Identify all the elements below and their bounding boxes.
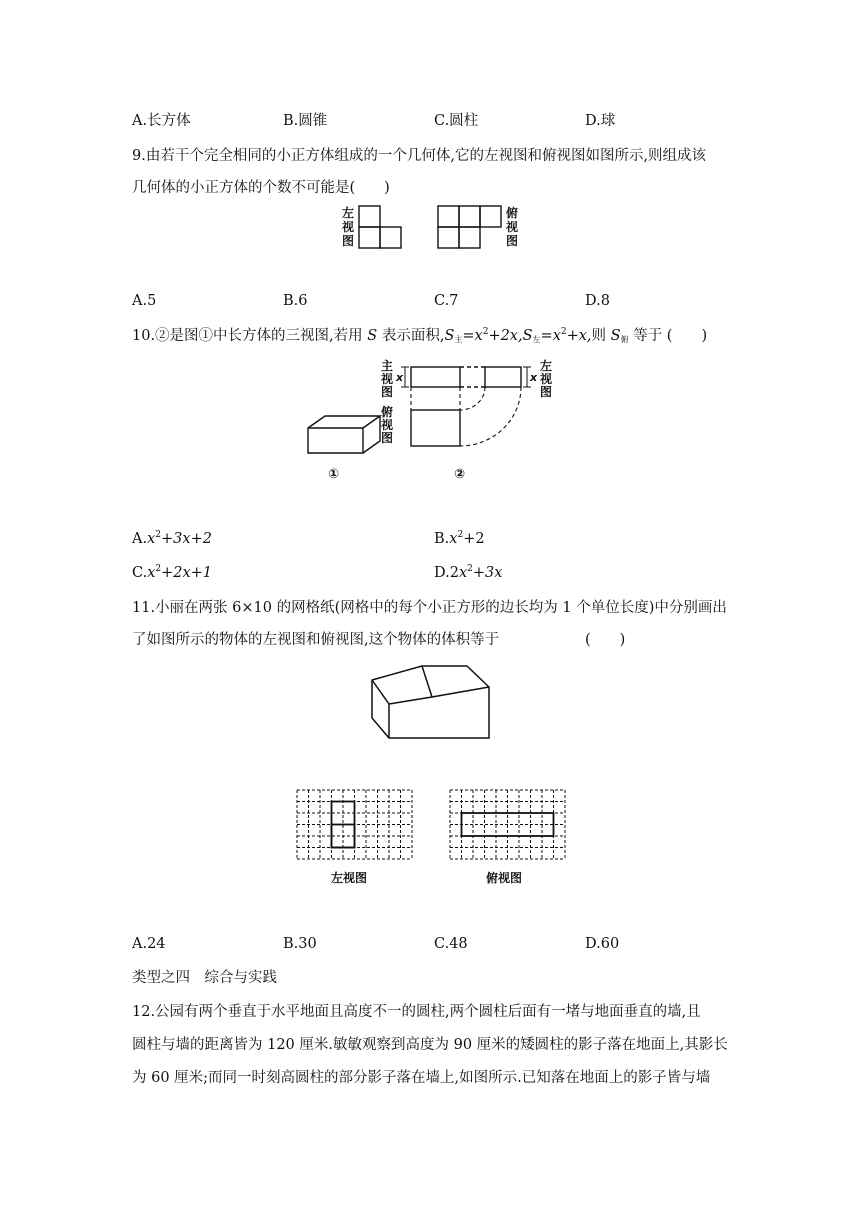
q9-top-label-1: 俯: [506, 206, 519, 220]
q11-left-view-grid: [295, 788, 415, 863]
q9-figure: [0, 200, 860, 260]
q11-stem-line1: 11.小丽在两张 6×10 的网格纸(网格中的每个小正方形的边长均为 1 个单位长度)中分别画出: [132, 600, 727, 616]
q10-option-a[interactable]: $A.x^2+3x+2$: [132, 530, 212, 547]
q8-option-c[interactable]: C.圆柱: [434, 113, 479, 129]
q9-left-view: [359, 206, 401, 248]
q10-figure: [0, 355, 860, 495]
q10-front-label-2: 视: [381, 372, 394, 386]
q10-side-view: [485, 367, 521, 387]
q9-option-b[interactable]: B.6: [283, 293, 308, 309]
q11-option-c[interactable]: C.48: [434, 936, 468, 952]
q9-stem-line1: 9.由若干个完全相同的小正方体组成的一个几何体,它的左视图和俯视图如图所示,则组成该: [132, 148, 707, 164]
q10-front-view: [411, 367, 485, 387]
q10-stem: 10.②是图①中长方体的三视图,若用 S 表示面积$,S_主=x^2+2x,S_左=x^2+x$,则 $S_俯$ 等于 ( ): [132, 327, 708, 344]
q9-option-c[interactable]: C.7: [434, 293, 459, 309]
q10-fig2-label: ②: [454, 467, 466, 482]
q10-side-label-2: 视: [540, 372, 553, 386]
q9-left-label-3: 图: [342, 234, 355, 248]
q11-left-view-caption: 左视图: [331, 871, 368, 885]
q10-cuboid: [308, 416, 380, 453]
q8-option-a[interactable]: A.长方体: [132, 113, 191, 129]
q10-side-label-3: 图: [540, 385, 553, 399]
q9-top-label-2: 视: [506, 220, 519, 234]
q10-front-label-1: 主: [381, 359, 394, 373]
q10-option-c[interactable]: $C.x^2+2x+1$: [132, 564, 213, 581]
q10-option-b[interactable]: $B.x^2+2$: [434, 530, 485, 547]
q9-option-d[interactable]: D.8: [585, 293, 610, 309]
q11-stem-line2: 了如图所示的物体的左视图和俯视图,这个物体的体积等于: [132, 632, 500, 648]
q10-side-label-1: 左: [540, 359, 553, 373]
q11-option-a[interactable]: A.24: [132, 936, 166, 952]
q9-option-a[interactable]: A.5: [132, 293, 157, 309]
q9-top-view: [438, 206, 501, 248]
q11-answer-paren: ( ): [585, 632, 626, 648]
q10-top-label-1: 俯: [381, 405, 394, 419]
q10-top-label-2: 视: [381, 418, 394, 432]
q8-option-d[interactable]: D.球: [585, 113, 616, 129]
q12-line3: 为 60 厘米;而同一时刻高圆柱的部分影子落在墙上,如图所示.已知落在地面上的影子皆与墙: [132, 1070, 711, 1086]
q10-dim-x-side: x: [530, 371, 538, 384]
q11-option-d[interactable]: D.60: [585, 936, 620, 952]
q9-left-label-1: 左: [342, 206, 355, 220]
q11-top-view-grid: [448, 788, 568, 863]
q10-top-view: [411, 410, 460, 446]
section-title: 类型之四 综合与实践: [132, 970, 277, 986]
q8-option-b[interactable]: B.圆锥: [283, 113, 328, 129]
q11-option-b[interactable]: B.30: [283, 936, 317, 952]
q10-front-label-3: 图: [381, 385, 394, 399]
q9-stem-line2: 几何体的小正方体的个数不可能是( ): [132, 180, 390, 196]
q12-line2: 圆柱与墙的距离皆为 120 厘米.敏敏观察到高度为 90 厘米的矮圆柱的影子落在地面上,其影长: [132, 1037, 728, 1053]
q10-option-d[interactable]: $D.2x^2+3x$: [434, 564, 503, 581]
q11-solid-figure: [0, 660, 860, 750]
q12-line1: 12.公园有两个垂直于水平地面且高度不一的圆柱,两个圆柱后面有一堵与地面垂直的墙,且: [132, 1004, 701, 1020]
q9-left-label-2: 视: [342, 220, 355, 234]
q11-top-view-caption: 俯视图: [486, 871, 523, 885]
q10-dim-x-front: x: [396, 371, 404, 384]
q9-top-label-3: 图: [506, 234, 519, 248]
q10-top-label-3: 图: [381, 431, 394, 445]
q10-projection-lines: [411, 387, 521, 446]
q10-fig1-label: ①: [328, 467, 340, 482]
